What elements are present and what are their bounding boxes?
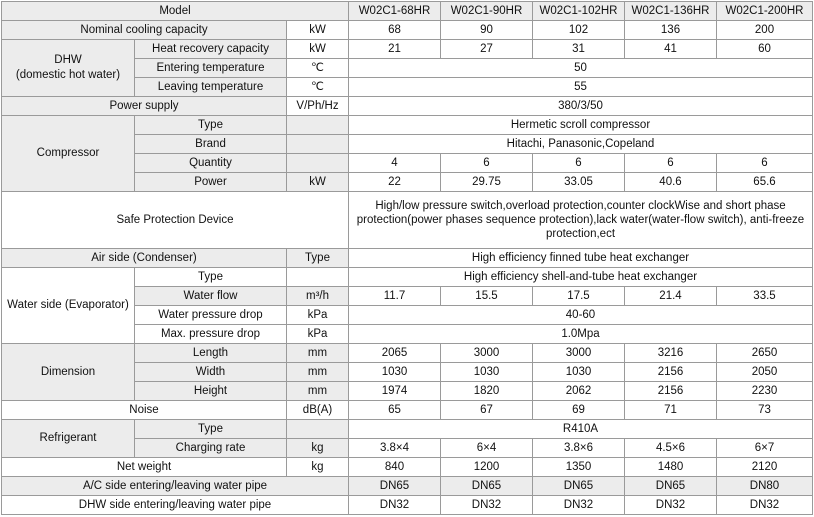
width-value: 1030 <box>441 363 533 382</box>
noise-value: 73 <box>717 401 813 420</box>
heat-recovery-value: 21 <box>349 40 441 59</box>
height-value: 2062 <box>533 382 625 401</box>
model-name: W02C1-200HR <box>717 2 813 21</box>
refrigerant-type-row <box>2 420 813 439</box>
water-flow-unit: m³/h <box>287 287 349 306</box>
heat-recovery-value: 31 <box>533 40 625 59</box>
max-pressure-label: Max. pressure drop <box>135 325 287 344</box>
noise-value: 69 <box>533 401 625 420</box>
water-flow-value: 17.5 <box>533 287 625 306</box>
noise-value: 67 <box>441 401 533 420</box>
net-weight-row <box>2 458 813 477</box>
cooling-value: 90 <box>441 21 533 40</box>
leaving-temp-value: 55 <box>349 78 813 97</box>
noise-value: 65 <box>349 401 441 420</box>
heat-recovery-label: Heat recovery capacity <box>135 40 287 59</box>
net-weight-value: 1480 <box>625 458 717 477</box>
cooling-value: 200 <box>717 21 813 40</box>
length-label: Length <box>135 344 287 363</box>
length-value: 3000 <box>441 344 533 363</box>
protection-value: High/low pressure switch,overload protection,counter clockWise and short phase protection(power phases sequence protection),lack water(water-flow switch), anti-freeze protection,ect <box>349 192 813 249</box>
cooling-value: 102 <box>533 21 625 40</box>
width-value: 1030 <box>349 363 441 382</box>
dhw-pipe-row <box>2 496 813 515</box>
refrigerant-type-value: R410A <box>349 420 813 439</box>
noise-row <box>2 401 813 420</box>
compressor-power-label: Power <box>135 173 287 192</box>
dhw-pipe-value: DN32 <box>441 496 533 515</box>
charging-value: 3.8×6 <box>533 439 625 458</box>
model-name: W02C1-136HR <box>625 2 717 21</box>
ac-pipe-value: DN65 <box>533 477 625 496</box>
air-side-label: Air side (Condenser) <box>2 249 287 268</box>
entering-temp-label: Entering temperature <box>135 59 287 78</box>
compressor-quantity-label: Quantity <box>135 154 287 173</box>
dhw-pipe-label: DHW side entering/leaving water pipe <box>2 496 349 515</box>
leaving-temp-label: Leaving temperature <box>135 78 287 97</box>
heat-recovery-value: 41 <box>625 40 717 59</box>
cooling-value: 68 <box>349 21 441 40</box>
max-pressure-value: 1.0Mpa <box>349 325 813 344</box>
width-unit: mm <box>287 363 349 382</box>
length-value: 3216 <box>625 344 717 363</box>
power-supply-label: Power supply <box>2 97 287 116</box>
noise-label: Noise <box>2 401 287 420</box>
entering-temp-unit: ℃ <box>287 59 349 78</box>
height-value: 2230 <box>717 382 813 401</box>
width-label: Width <box>135 363 287 382</box>
heat-recovery-value: 60 <box>717 40 813 59</box>
dhw-pipe-value: DN32 <box>717 496 813 515</box>
air-side-value: High efficiency finned tube heat exchanger <box>349 249 813 268</box>
compressor-quantity-value: 6 <box>533 154 625 173</box>
model-name: W02C1-102HR <box>533 2 625 21</box>
compressor-power-unit: kW <box>287 173 349 192</box>
model-name: W02C1-90HR <box>441 2 533 21</box>
charging-value: 6×4 <box>441 439 533 458</box>
water-type-value: High efficiency shell-and-tube heat exchanger <box>349 268 813 287</box>
compressor-group-label: Compressor <box>2 116 135 192</box>
compressor-power-value: 22 <box>349 173 441 192</box>
compressor-type-row <box>2 116 813 135</box>
water-type-label: Type <box>135 268 287 287</box>
power-supply-row <box>2 97 813 116</box>
water-pressure-value: 40-60 <box>349 306 813 325</box>
water-flow-value: 15.5 <box>441 287 533 306</box>
height-value: 2156 <box>625 382 717 401</box>
model-header: Model <box>2 2 349 21</box>
length-value: 3000 <box>533 344 625 363</box>
height-value: 1974 <box>349 382 441 401</box>
ac-pipe-label: A/C side entering/leaving water pipe <box>2 477 349 496</box>
width-value: 1030 <box>533 363 625 382</box>
charging-value: 6×7 <box>717 439 813 458</box>
model-name: W02C1-68HR <box>349 2 441 21</box>
compressor-brand-unit <box>287 135 349 154</box>
length-unit: mm <box>287 344 349 363</box>
compressor-quantity-value: 6 <box>441 154 533 173</box>
noise-value: 71 <box>625 401 717 420</box>
refrigerant-type-unit <box>287 420 349 439</box>
length-value: 2650 <box>717 344 813 363</box>
power-supply-value: 380/3/50 <box>349 97 813 116</box>
water-pressure-unit: kPa <box>287 306 349 325</box>
compressor-quantity-value: 4 <box>349 154 441 173</box>
length-value: 2065 <box>349 344 441 363</box>
compressor-quantity-value: 6 <box>717 154 813 173</box>
heat-recovery-unit: kW <box>287 40 349 59</box>
compressor-type-unit <box>287 116 349 135</box>
charging-value: 3.8×4 <box>349 439 441 458</box>
heat-recovery-value: 27 <box>441 40 533 59</box>
protection-row <box>2 192 813 249</box>
net-weight-value: 1200 <box>441 458 533 477</box>
width-value: 2050 <box>717 363 813 382</box>
dimension-group-label: Dimension <box>2 344 135 401</box>
compressor-quantity-unit <box>287 154 349 173</box>
cooling-row <box>2 21 813 40</box>
ac-pipe-row <box>2 477 813 496</box>
noise-unit: dB(A) <box>287 401 349 420</box>
ac-pipe-value: DN65 <box>625 477 717 496</box>
cooling-value: 136 <box>625 21 717 40</box>
compressor-quantity-value: 6 <box>625 154 717 173</box>
water-flow-value: 21.4 <box>625 287 717 306</box>
water-flow-label: Water flow <box>135 287 287 306</box>
dhw-pipe-value: DN32 <box>349 496 441 515</box>
compressor-power-value: 29.75 <box>441 173 533 192</box>
water-side-group-label: Water side (Evaporator) <box>2 268 135 344</box>
height-unit: mm <box>287 382 349 401</box>
compressor-power-value: 65.6 <box>717 173 813 192</box>
compressor-brand-label: Brand <box>135 135 287 154</box>
cooling-label: Nominal cooling capacity <box>2 21 287 40</box>
net-weight-label: Net weight <box>2 458 287 477</box>
water-flow-value: 11.7 <box>349 287 441 306</box>
compressor-type-value: Hermetic scroll compressor <box>349 116 813 135</box>
air-side-unit: Type <box>287 249 349 268</box>
compressor-power-value: 40.6 <box>625 173 717 192</box>
dhw-pipe-value: DN32 <box>533 496 625 515</box>
net-weight-value: 1350 <box>533 458 625 477</box>
leaving-temp-unit: ℃ <box>287 78 349 97</box>
height-label: Height <box>135 382 287 401</box>
net-weight-value: 840 <box>349 458 441 477</box>
water-type-unit <box>287 268 349 287</box>
dhw-heat-recovery-row <box>2 40 813 59</box>
header-row <box>2 2 813 21</box>
net-weight-unit: kg <box>287 458 349 477</box>
length-row <box>2 344 813 363</box>
max-pressure-unit: kPa <box>287 325 349 344</box>
refrigerant-type-label: Type <box>135 420 287 439</box>
entering-temp-value: 50 <box>349 59 813 78</box>
compressor-brand-value: Hitachi, Panasonic,Copeland <box>349 135 813 154</box>
water-flow-value: 33.5 <box>717 287 813 306</box>
height-value: 1820 <box>441 382 533 401</box>
spec-table <box>1 1 813 515</box>
compressor-type-label: Type <box>135 116 287 135</box>
water-pressure-label: Water pressure drop <box>135 306 287 325</box>
power-supply-unit: V/Ph/Hz <box>287 97 349 116</box>
ac-pipe-value: DN65 <box>441 477 533 496</box>
width-value: 2156 <box>625 363 717 382</box>
charging-unit: kg <box>287 439 349 458</box>
dhw-group-label: DHW (domestic hot water) <box>2 40 135 97</box>
net-weight-value: 2120 <box>717 458 813 477</box>
ac-pipe-value: DN80 <box>717 477 813 496</box>
protection-label: Safe Protection Device <box>2 192 349 249</box>
charging-label: Charging rate <box>135 439 287 458</box>
cooling-unit: kW <box>287 21 349 40</box>
refrigerant-group-label: Refrigerant <box>2 420 135 458</box>
air-side-row <box>2 249 813 268</box>
dhw-pipe-value: DN32 <box>625 496 717 515</box>
charging-value: 4.5×6 <box>625 439 717 458</box>
ac-pipe-value: DN65 <box>349 477 441 496</box>
water-type-row <box>2 268 813 287</box>
compressor-power-value: 33.05 <box>533 173 625 192</box>
